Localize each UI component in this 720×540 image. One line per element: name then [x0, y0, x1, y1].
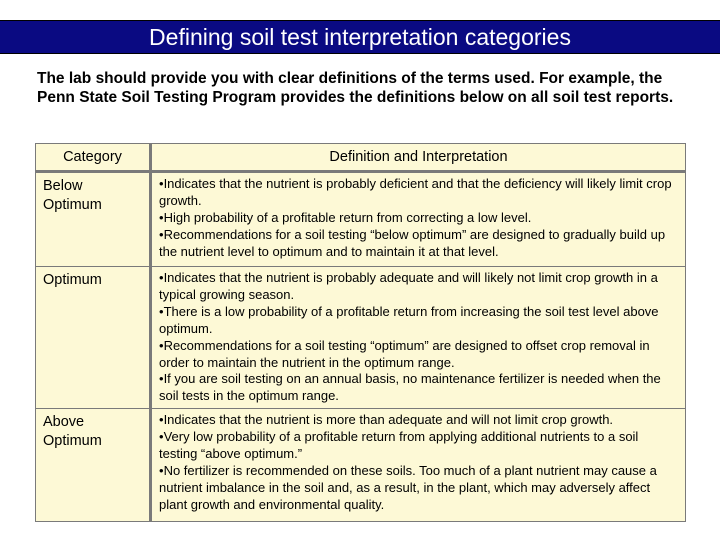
category-cell: Above Optimum — [36, 409, 151, 522]
definition-cell — [151, 172, 686, 267]
definition-point: • Indicates that the nutrient is more than adequate and will not limit crop growth. — [159, 412, 677, 429]
slide-title: Defining soil test interpretation categories — [0, 20, 720, 54]
interpretation-table — [35, 143, 686, 522]
definition-point: • Indicates that the nutrient is probably deficient and that the deficiency will likely limit crop growth. — [159, 176, 677, 210]
definition-list — [159, 270, 677, 405]
table-row-above-optimum — [36, 409, 686, 522]
definition-cell — [151, 409, 686, 522]
definition-point: • Indicates that the nutrient is probably adequate and will likely not limit crop growth in a typical growing season. — [159, 270, 677, 304]
header-definition: Definition and Interpretation — [151, 144, 686, 172]
definition-list — [159, 176, 677, 261]
table-row-optimum — [36, 267, 686, 409]
category-cell: Below Optimum — [36, 172, 151, 267]
definition-point: • Recommendations for a soil testing “below optimum” are designed to gradually build up the nutrient level to optimum and to maintain it at that level. — [159, 227, 677, 261]
definition-point: • No fertilizer is recommended on these soils. Too much of a plant nutrient may cause a nutrient imbalance in the soil and, as a result, in the plant, which may adversely affect plant growth and environmental quality. — [159, 463, 677, 514]
definition-point: • There is a low probability of a profitable return from increasing the soil test level above optimum. — [159, 304, 677, 338]
header-category: Category — [36, 144, 151, 172]
intro-paragraph: The lab should provide you with clear definitions of the terms used. For example, the Penn State Soil Testing Program provides the definitions below on all soil test reports. — [37, 70, 674, 106]
definition-list — [159, 412, 677, 513]
definition-cell — [151, 267, 686, 409]
definition-point: • Recommendations for a soil testing “optimum” are designed to offset crop removal in order to maintain the nutrient in the optimum range. — [159, 338, 677, 372]
table-header-row — [36, 144, 686, 172]
definition-point: • High probability of a profitable return from correcting a low level. — [159, 210, 677, 227]
definition-point: • If you are soil testing on an annual basis, no maintenance fertilizer is needed when the soil tests in the optimum range. — [159, 371, 677, 405]
category-cell: Optimum — [36, 267, 151, 409]
definition-point: • Very low probability of a profitable return from applying additional nutrients to a soil testing “above optimum.” — [159, 429, 677, 463]
table-row-below-optimum — [36, 172, 686, 267]
